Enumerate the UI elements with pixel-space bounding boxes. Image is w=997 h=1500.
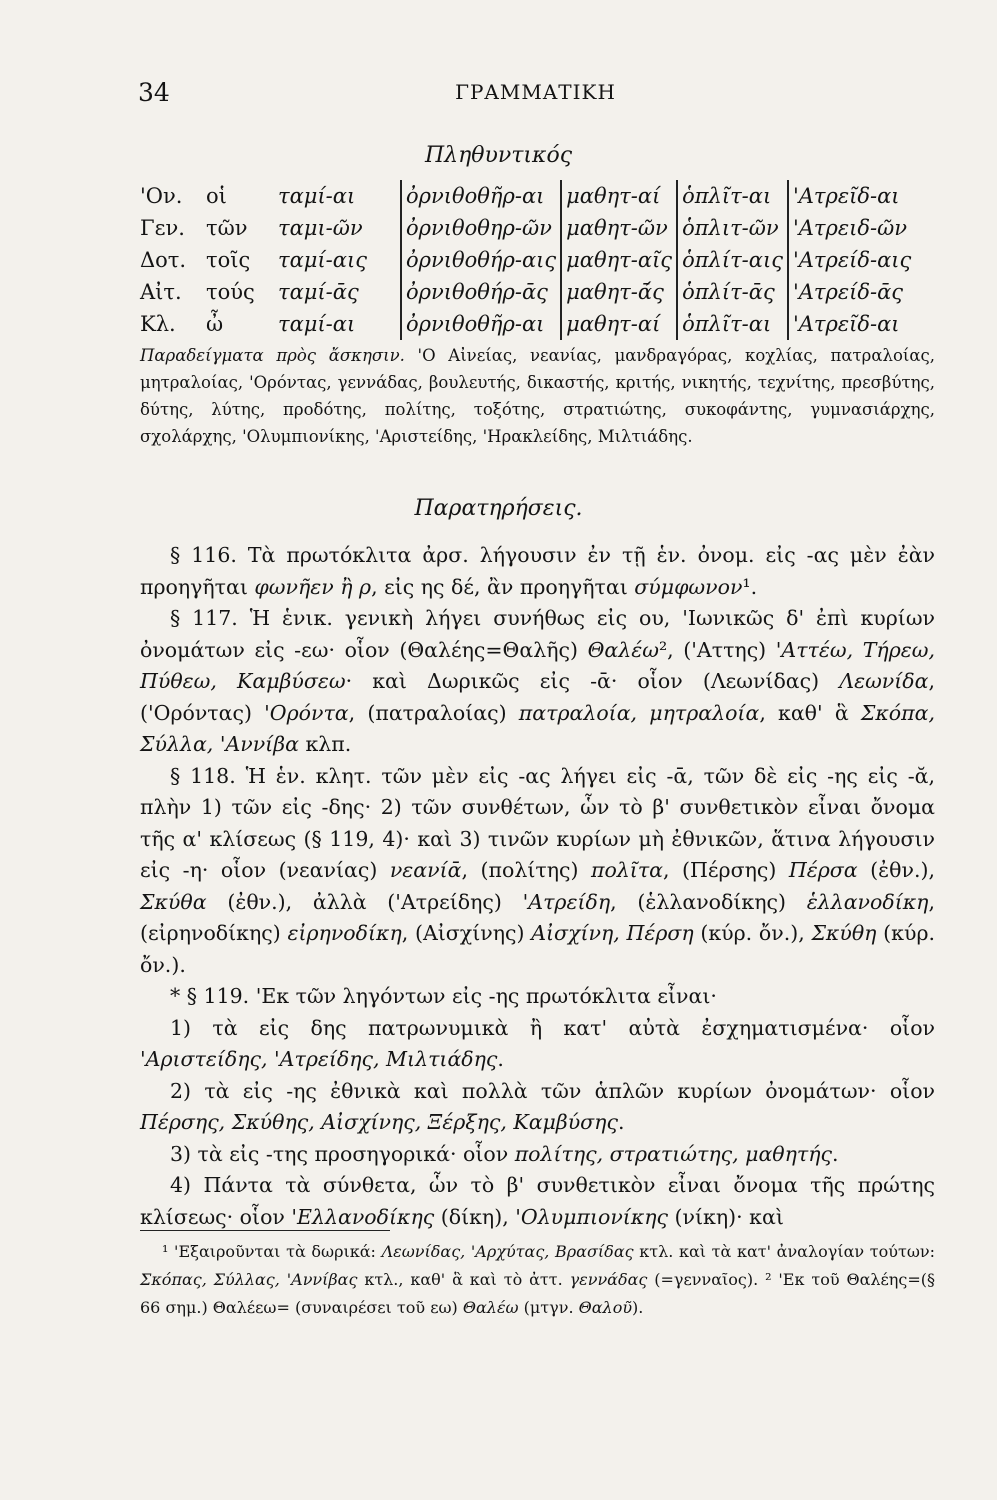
declension-cell: οἱ (206, 184, 227, 208)
declension-cell: Δοτ. (140, 248, 187, 272)
section-119-item-3: 3) τὰ εἰς -της προσηγορικά· οἷον πολίτης, στρατιώτης, μαθητής. (170, 1141, 839, 1166)
declension-row (140, 212, 915, 244)
section-119-item-4: 4) Πάντα τὰ σύνθετα, ὧν τὸ β' συνθετικὸν εἶναι ὄνομα τῆς πρώτης κλίσεως· οἷον 'Ελλανοδίκης (δίκη), 'Ολυμπιονίκης (νίκη)· καὶ (140, 1173, 935, 1229)
declension-cell: μαθητ-αί (561, 308, 677, 340)
declension-cell: 'Ατρειδ-ῶν (788, 212, 915, 244)
section-118: § 118. Ἡ ἑν. κλητ. τῶν μὲν εἰς -ας λήγει εἰς -ᾱ, τῶν δὲ εἰς -ης εἰς -ᾰ, πλὴν 1) τῶν εἰς -δης· 2) τῶν συνθέτων, ὧν τὸ β' συνθετικὸν εἶναι ὄνομα τῆς α' κλίσεως (§ 119, 4)· καὶ 3) τινῶν κυρίων μὴ ἐθνικῶν, ἅτινα λήγουσιν εἰς -η· οἷον (νεανίας) νεανίᾱ, (πολίτης) πολῖτα, (Πέρσης) Πέρσα (ἐθν.), Σκύθα (ἐθν.), ἀλλὰ ('Ατρείδης) 'Ατρείδη, (ἑλλανοδίκης) ἑλλανοδίκη, (εἰρηνοδίκης) εἰρηνοδίκη, (Αἰσχίνης) Αἰσχίνη, Πέρση (κύρ. ὄν.), Σκύθη (κύρ. ὄν.). (140, 763, 936, 977)
section-119-intro: * § 119. 'Εκ τῶν ληγόντων εἰς -ης πρωτόκλιτα εἶναι· (170, 984, 717, 1008)
plural-heading: Πληθυντικός (424, 143, 573, 168)
declension-cell: ὁπλίτ-ᾱς (677, 276, 788, 308)
declension-cell: τούς (206, 280, 255, 304)
section-117: § 117. Ἡ ἑνικ. γενικὴ λήγει συνήθως εἰς ου, 'Ιωνικῶς δ' ἐπὶ κυρίων ὀνομάτων εἰς -εω· οἷον (Θαλέης=Θαλῆς) Θαλέω², ('Αττης) 'Αττέω, Τήρεω, Πύθεω, Καμβύσεω· καὶ Δωρικῶς εἰς -ᾱ· οἷον (Λεωνίδας) Λεωνίδα, ('Ορόντας) 'Ορόντα, (πατραλοίας) πατραλοία, μητραλοία, καθ' ἃ Σκόπα, Σύλλα, 'Αννίβα κλπ. (140, 606, 936, 756)
declension-cell: Αἰτ. (140, 280, 182, 304)
declension-cell: 'Ατρείδ-αις (788, 244, 915, 276)
body-text (140, 540, 935, 1233)
declension-cell: μαθητ-ῶν (561, 212, 677, 244)
footnote-rule (140, 1230, 390, 1231)
running-title: ΓΡΑΜΜΑΤΙΚΗ (455, 80, 616, 104)
declension-cell: Γεν. (140, 216, 185, 240)
declension-cell: ταμί-αις (278, 248, 367, 272)
declension-cell: ταμί-αι (278, 184, 356, 208)
declension-cell: ὀρνιθοθῆρ-αι (401, 180, 561, 212)
declension-cell: ὁπλῖτ-αι (677, 308, 788, 340)
declension-cell: 'Ον. (140, 184, 183, 208)
page-header (138, 78, 933, 108)
declension-cell: ταμί-αι (278, 312, 356, 336)
declension-cell: ταμί-ᾱς (278, 280, 359, 304)
declension-cell: ὀρνιθοθῆρ-αι (401, 308, 561, 340)
declension-cell: ὀρνιθοθηρ-ῶν (401, 212, 561, 244)
declension-cell: τῶν (206, 216, 248, 240)
exercise-paragraph (140, 342, 935, 450)
declension-row (140, 308, 915, 340)
declension-row (140, 276, 915, 308)
declension-table (140, 180, 915, 340)
section-119-item-2: 2) τὰ εἰς -ης ἐθνικὰ καὶ πολλὰ τῶν ἁπλῶν κυρίων ὀνομάτων· οἷον Πέρσης, Σκύθης, Αἰσχίνης, Ξέρξης, Καμβύσης. (140, 1078, 935, 1134)
declension-cell: ὀρνιθοθήρ-αις (401, 244, 561, 276)
declension-cell: Κλ. (140, 312, 176, 336)
declension-cell: μαθητ-αί (561, 180, 677, 212)
declension-cell: μαθητ-ᾱ́ς (561, 276, 677, 308)
declension-cell: τοῖς (206, 248, 251, 272)
footnote: ¹ 'Εξαιροῦνται τὰ δωρικά: Λεωνίδας, 'Αρχύτας, Βρασίδας κτλ. καὶ τὰ κατ' ἀναλογίαν τούτων: Σκόπας, Σύλλας, 'Αννίβας κτλ., καθ' ἃ καὶ τὸ ἀττ. γεννάδας (=γενναῖος). ² 'Εκ τοῦ Θαλέης=(§ 66 σημ.) Θαλέεω= (συναιρέσει τοῦ εω) Θαλέω (μτγν. Θαλοῦ). (140, 1242, 936, 1317)
exercise-text: 'Ο Αἰνείας, νεανίας, μανδραγόρας, κοχλίας, πατραλοίας, μητραλοίας, 'Ορόντας, γεννάδας, βουλευτής, δικαστής, κριτής, νικητής, τεχνίτης, πρεσβύτης, δύτης, λύτης, προδότης, πολίτης, τοξότης, στρατιώτης, συκοφάντης, γυμνασιάρχης, σχολάρχης, 'Ολυμπιονίκης, 'Αριστείδης, 'Ηρακλείδης, Μιλτιάδης. (140, 346, 935, 446)
declension-cell: ὀρνιθοθήρ-ᾱς (401, 276, 561, 308)
declension-cell: ὁπλίτ-αις (677, 244, 788, 276)
declension-cell: 'Ατρεῖδ-αι (788, 180, 915, 212)
footnotes (140, 1238, 935, 1322)
exercise-lead: Παραδείγματα πρὸς ἄσκησιν. (140, 346, 405, 365)
declension-cell: 'Ατρεῖδ-αι (788, 308, 915, 340)
declension-row (140, 180, 915, 212)
declension-row (140, 244, 915, 276)
page-number: 34 (138, 78, 170, 107)
section-119-item-1: 1) τὰ εἰς δης πατρωνυμικὰ ἢ κατ' αὐτὰ ἐσχηματισμένα· οἷον 'Αριστείδης, 'Ατρείδης, Μιλτιάδης. (140, 1015, 935, 1071)
declension-cell: ὁπλιτ-ῶν (677, 212, 788, 244)
declension-cell: ὦ (206, 312, 224, 336)
declension-cell: 'Ατρείδ-ᾱς (788, 276, 915, 308)
declension-cell: μαθητ-αῖς (561, 244, 677, 276)
observations-heading: Παρατηρήσεις. (414, 496, 583, 521)
declension-cell: ὁπλῖτ-αι (677, 180, 788, 212)
section-116: § 116. Τὰ πρωτόκλιτα ἀρσ. λήγουσιν ἐν τῇ ἑν. ὀνομ. εἰς -ας μὲν ἐὰν προηγῆται φωνῆεν ἢ ρ, εἰς ης δέ, ἂν προηγῆται σύμφωνον¹. (140, 543, 935, 599)
declension-cell: ταμι-ῶν (278, 216, 363, 240)
